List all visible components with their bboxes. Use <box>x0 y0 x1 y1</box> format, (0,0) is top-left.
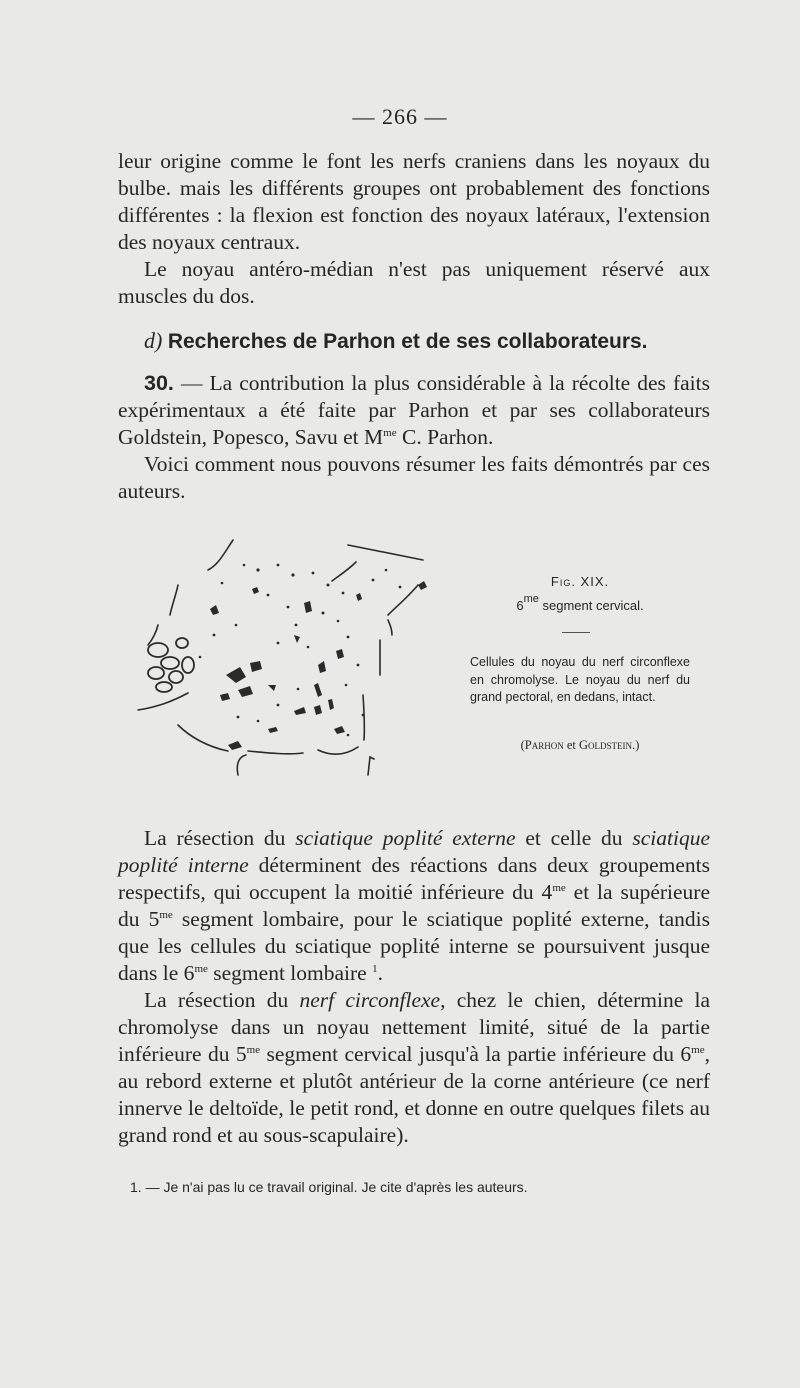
paragraph-sciatique: La résection du sciatique poplité externe et celle du sciatique poplité interne déterminent des réactions dans deux groupements respectifs, qui occupent la moitié inférieure du $4^{me}$ et la supérieure du $5^{me}$ segment lombaire, pour le sciatique poplité externe, tandis que les cellules du sciatique poplité interne se poursuivent jusque dans le $6^{me}$ segment lombaire $^1$. <box>118 826 711 985</box>
figure-credit: (Parhon et Goldstein.) <box>520 738 640 752</box>
figure-illustration <box>118 525 448 800</box>
footnote-ref[interactable]: 1 <box>372 963 378 975</box>
paragraph-circonflexe: La résection du nerf circonflexe, chez le chien, détermine la chromolyse dans un noyau nettement limité, situé de la partie inférieure du $5^{me}$ segment cervical jusqu'à la partie inférieure du $6^{me}$, au rebord externe et plutôt antérieur de la corne antérieure (ce nerf innerve le deltoïde, le petit rond, et donne en outre quelques filets au grand rond et au sous-scapulaire). <box>118 988 711 1147</box>
main-text <box>118 825 710 1149</box>
figure-description: Cellules du noyau du nerf circonflexe en chromolyse. Le noyau du nerf du grand pectoral, en dedans, intact. <box>470 655 690 704</box>
figure-subtitle: $6^{me}$ segment cervical. <box>516 593 644 613</box>
section-30-paragraph-2: Voici comment nous pouvons résumer les faits démontrés par ces auteurs. <box>118 452 710 503</box>
figure-title: Fig. XIX. <box>550 574 610 589</box>
footnote: 1. — Je n'ai pas lu ce travail original. Je cite d'après les auteurs. <box>130 1179 528 1195</box>
section-title: Recherches de Parhon et de ses collaborateurs. <box>167 330 648 353</box>
section-label: d) <box>144 328 163 353</box>
section-heading-d <box>118 327 710 356</box>
intro-paragraph-1: leur origine comme le font les nerfs craniens dans les noyaux du bulbe. mais les différents groupes ont probablement des fonctions différentes : la flexion est fonction des noyaux latéraux, l'extension des noyaux centraux. <box>118 149 710 254</box>
intro-text <box>118 148 710 310</box>
intro-paragraph-2: Le noyau antéro-médian n'est pas uniquement réservé aux muscles du dos. <box>118 257 710 308</box>
section-number: 30. <box>144 371 174 395</box>
caption-divider <box>562 632 590 633</box>
section-30-text <box>118 370 710 505</box>
page-number: — 266 — <box>352 104 448 129</box>
section-30-paragraph-1: 30. — La contribution la plus considérable à la récolte des faits expérimentaux a été faite par Parhon et par ses collaborateurs Goldstein, Popesco, Savu et $M^{me}$ C. Parhon. <box>118 371 710 449</box>
